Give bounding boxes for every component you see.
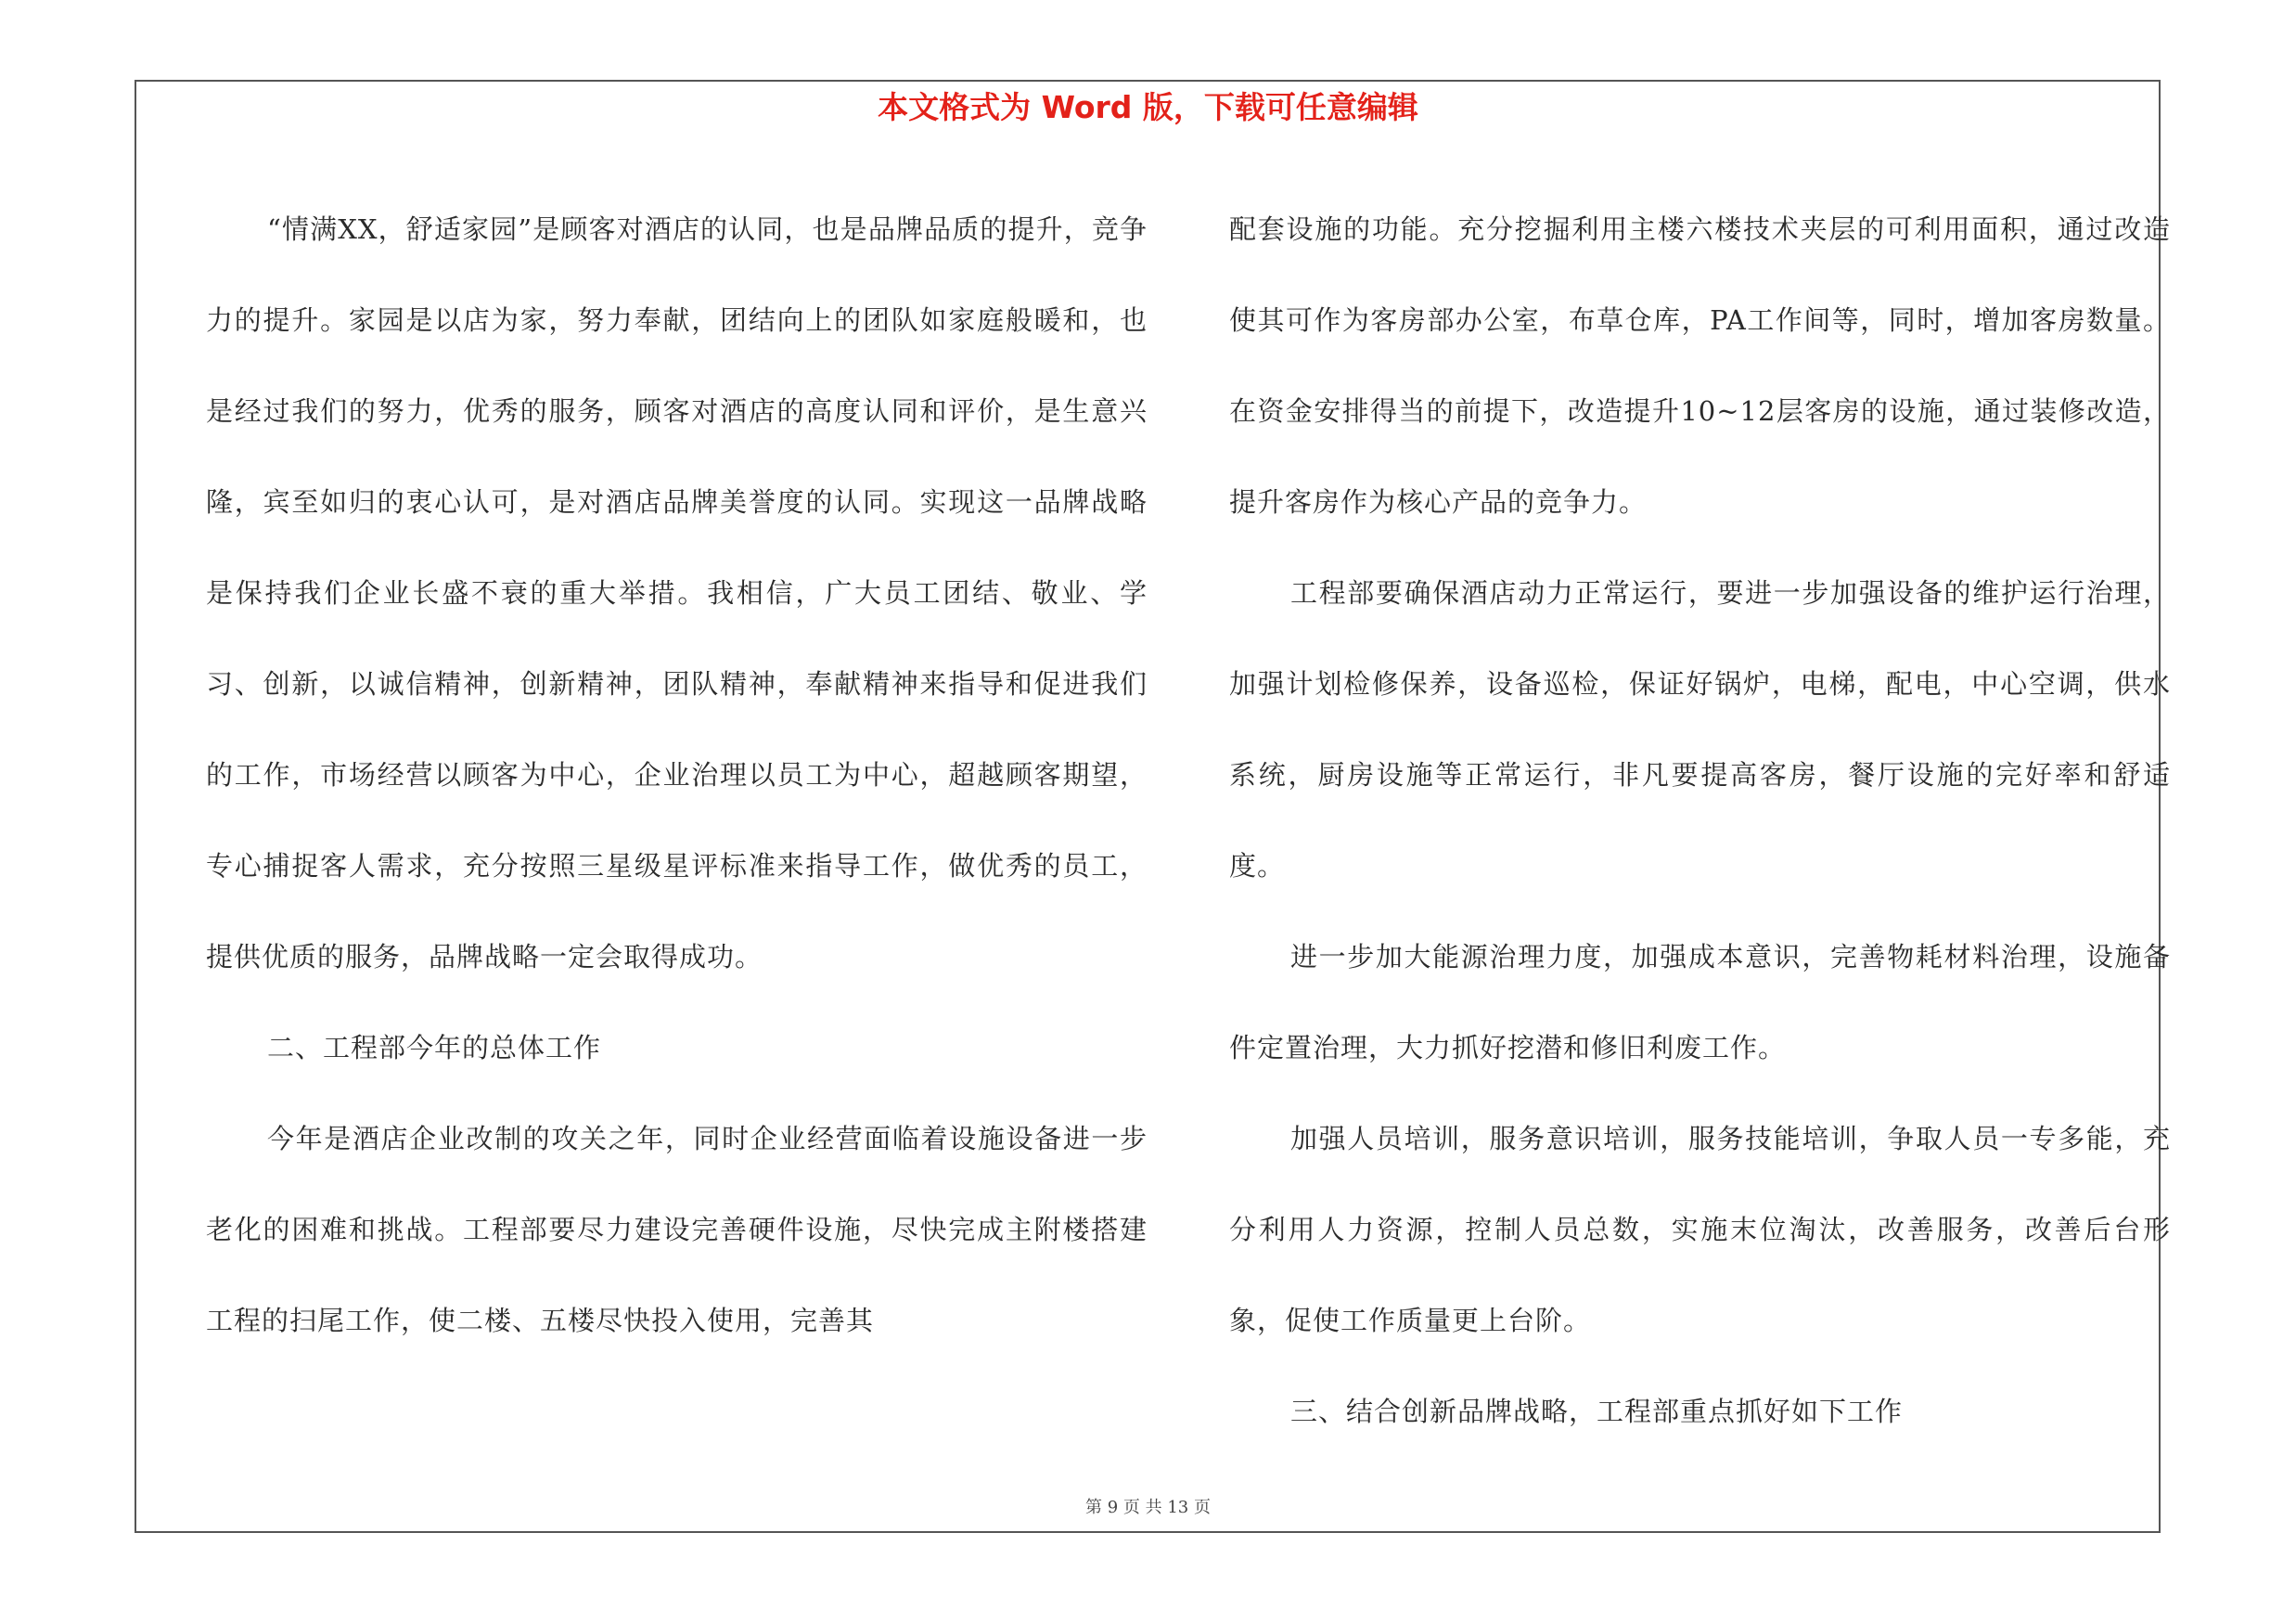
paragraph-power-operation: 工程部要确保酒店动力正常运行，要进一步加强设备的维护运行治理，加强计划检修保养，设备巡检，保证好锅炉，电梯，配电，中心空调，供水系统，厨房设施等正常运行，非凡要提高客房，餐厅设施的完好率和舒适度。 xyxy=(1229,577,2171,882)
paragraph-this-year: 今年是酒店企业改制的攻关之年，同时企业经营面临着设施设备进一步老化的困难和挑战。工程部要尽力建设完善硬件设施，尽快完成主附楼搭建工程的扫尾工作，使二楼、五楼尽快投入使用，完善其 xyxy=(206,1123,1148,1336)
section-heading-key-work: 三、结合创新品牌战略，工程部重点抓好如下工作 xyxy=(1290,1396,1904,1427)
section-heading-overall-work: 二、工程部今年的总体工作 xyxy=(267,1032,602,1063)
left-text-column xyxy=(206,184,1148,1366)
page-number-footer: 第 9 页 共 13 页 xyxy=(1085,1498,1211,1517)
paragraph-energy-management: 进一步加大能源治理力度，加强成本意识，完善物耗材料治理，设施备件定置治理，大力抓好挖潜和修旧利废工作。 xyxy=(1229,941,2171,1063)
right-text-column xyxy=(1229,184,2171,1457)
word-format-banner: 本文格式为 Word 版，下载可任意编辑 xyxy=(878,89,1418,125)
paragraph-staff-training: 加强人员培训，服务意识培训，服务技能培训，争取人员一专多能，充分利用人力资源，控制人员总数，实施末位淘汰，改善服务，改善后台形象，促使工作质量更上台阶。 xyxy=(1229,1123,2171,1336)
paragraph-brand-strategy: “情满XX，舒适家园”是顾客对酒店的认同，也是品牌品质的提升，竞争力的提升。家园是以店为家，努力奉献，团结向上的团队如家庭般暖和，也是经过我们的努力，优秀的服务，顾客对酒店的高度认同和评价，是生意兴隆，宾至如归的衷心认可，是对酒店品牌美誉度的认同。实现这一品牌战略是保持我们企业长盛不衰的重大举措。我相信，广大员工团结、敬业、学习、创新，以诚信精神，创新精神，团队精神，奉献精神来指导和促进我们的工作，市场经营以顾客为中心，企业治理以员工为中心，超越顾客期望，专心捕捉客人需求，充分按照三星级星评标准来指导工作，做优秀的员工，提供优质的服务，品牌战略一定会取得成功。 xyxy=(206,213,1148,973)
paragraph-facility-continuation: 配套设施的功能。充分挖掘利用主楼六楼技术夹层的可利用面积，通过改造使其可作为客房部办公室，布草仓库，PA工作间等，同时，增加客房数量。在资金安排得当的前提下，改造提升10~12层客房的设施，通过装修改造，提升客房作为核心产品的竞争力。 xyxy=(1229,213,2171,518)
